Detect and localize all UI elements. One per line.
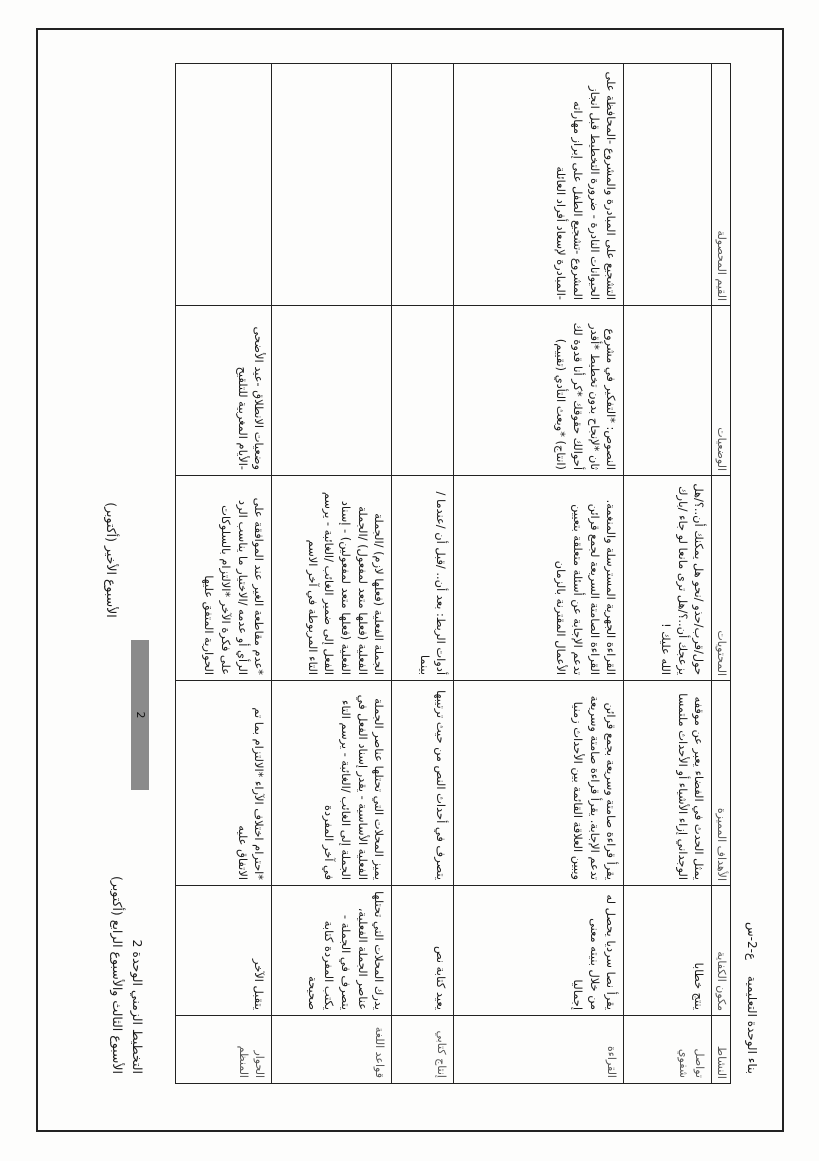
cell-content: *عدم مقاطعة الغير عند الموافقة على الرأي أو عدمه /الاختيار ما يناسب الرد على فكرة الآخر *الالتزام بالسلوكات الحوارية المتفق عليها [176, 476, 272, 681]
cell-content: الجملة الفعلية (فعلها لازم) /الجملة الفعلية (فعلها متعد لمفعول) /الجملة الفعلية (فعلها متعد لمفعولين) - إسناد الفعل إلى ضمير الغائب /الغائبة - يرسم التاء المربوطة في آخر الاسم [272, 476, 392, 681]
cell-competence: ينتج خطابا [624, 886, 712, 1016]
footer-last-week: الأسبوع الأخير (أكتوبر) [104, 502, 119, 618]
cell-situations [272, 306, 392, 476]
table-header-row [712, 64, 731, 1084]
cell-activity: القراءة [454, 1016, 624, 1084]
cell-situations: وضعيات الانطلاق -عيد الأضحى -الأيام المغربية للتلقيح [176, 306, 272, 476]
header-content: المحتويات [712, 476, 731, 681]
cell-activity: تواصل شفوي [624, 1016, 712, 1084]
cell-competence: يعيد كتابة نص [392, 886, 454, 1016]
cell-objectives: يميز المحلات التي تحتلها عناصر الجملة الفعلية الأساسية - يقدر إسناد الفعل في الجملة إلى الغائب /الغائبة - يرسم التاء في آخر المفردة [272, 681, 392, 886]
table-row [272, 64, 392, 1084]
table-row [392, 64, 454, 1084]
cell-content: أدوات الربط: بعد أن.. /قبل أن /عندما /بينما [392, 476, 454, 681]
cell-content: القراءة الجهرية المسترسلة والمنغمة. القراءة الصامتة السريعة لجمع قرائن تدعم الإجابة عن أسئلة متعلقة بتعيين الأعمال المقترنة بالزمان [454, 476, 624, 681]
cell-competence: يتقبل الآخر [176, 886, 272, 1016]
cell-activity: الحوار المنظم [176, 1016, 272, 1084]
table-row [624, 64, 712, 1084]
cell-competence: يقرأ نصا سرديا يحصل له من خلال بنيته معنى إجماليا [454, 886, 624, 1016]
table-row [176, 64, 272, 1084]
cell-activity: إنتاج كتابي [392, 1016, 454, 1084]
header-activity: النشاط [712, 1016, 731, 1084]
cell-values [392, 64, 454, 306]
cell-situations [392, 306, 454, 476]
plan-table [175, 63, 731, 1084]
header-objectives: الأهداف المميزة [712, 681, 731, 886]
header-competence: مكون الكفاية [712, 886, 731, 1016]
cell-content: حول/قرب/حذو /نحو هل يمكنك أن..؟/هل يزعجك أن..؟/هل ترى مانعا لو جاء /بارك الله عليك ! [624, 476, 712, 681]
cell-objectives: *احترام اختلاف الآراء *الالتزام بما تم الاتفاق عليه [176, 681, 272, 886]
cell-competence: يدرك المحلات التي تحتلها عناصر الجملة الفعلية، يتصرف في الجملة - يكتب المفردة كتابة صحيحة [272, 886, 392, 1016]
cell-situations: النصوص: *التفكير في مشروع ثان *لإنجاح بدون تخطيط *أقدر أحوالك حقوقك *كر أنا قدوة لك (انتاج) *وبعث التأدي (تقييم) [454, 306, 624, 476]
cell-values [272, 64, 392, 306]
header-situations: الوضعيات [712, 306, 731, 476]
cell-values [176, 64, 272, 306]
cell-objectives: يتصرف في أحداث النص من حيث ترتيبها [392, 681, 454, 886]
cell-situations [624, 306, 712, 476]
cell-objectives: يمثل الحدث في الفضاء يعبر عن موقفه الوجداني إزاء الأشياء أو الأحداث ملتمسا [624, 681, 712, 886]
page-number: 2 [131, 640, 149, 790]
header-values: القيم المحصولة [712, 64, 731, 306]
header-title: بناء الوحدة التعليمية [745, 975, 759, 1074]
cell-values: التشجيع على المبادرة والمشروع -المحافظة على الحيوانات النادرة - ضرورة التخطيط قبل انجاز المشروع -تشجيع الطفل على إبراز مهاراته -المبادرة لإسعاد أفراد العائلة [454, 64, 624, 306]
header-week: ع-2-س [745, 921, 759, 961]
rotated-content [59, 50, 759, 1090]
footer-title: التخطيط الزمني الوحدة 2 [130, 939, 145, 1074]
cell-activity: قواعد اللغة [272, 1016, 392, 1084]
footer-weeks: الأسبوع الثالث والأسبوع الرابع (أكتوبر) [110, 876, 125, 1074]
cell-objectives: يقرأ قراءة صامتة وسريعة بجمع قرائن تدعم الإجابة. يقرأ قراءة صامتة وسريعة ويبين العلاقة القائمة بين الأحداث زمنيا [454, 681, 624, 886]
cell-values [624, 64, 712, 306]
table-row [454, 64, 624, 1084]
document-header [735, 66, 759, 1074]
